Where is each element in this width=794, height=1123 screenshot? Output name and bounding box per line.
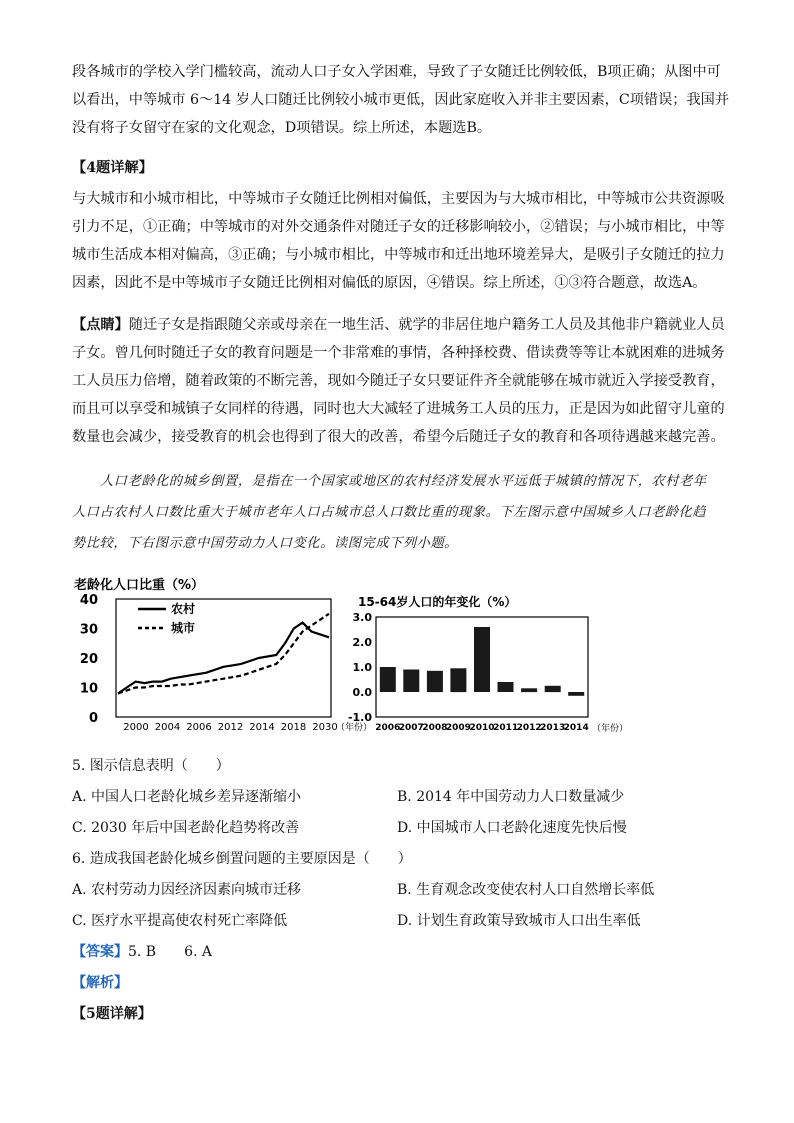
text-line [72,311,725,339]
intro-line: 势比较，下右图示意中国劳动力人口变化。读图完成下列小题。 [72,536,459,551]
x-tick-label: 2004 [154,722,181,733]
text-line: 与大城市和小城市相比，中等城市子女随迁比例相对偏低，主要因为与大城市相比，中等城市公共资源吸 [72,191,725,207]
x-tick-label: 2014 [249,722,275,733]
bar-2010 [474,627,490,692]
q5-option-a[interactable]: A. 中国人口老龄化城乡差异逐渐缩小 [72,789,302,805]
text-line: 没有将子女留守在家的文化观念，D项错误。综上所述，本题选B。 [72,120,492,136]
q6-option-d[interactable]: D. 计划生育政策导致城市人口出生率低 [397,913,641,929]
text-line: 而且可以享受和城镇子女同样的待遇，同时也大大减轻了进城务工人员的压力，正是因为如此留守儿童的 [72,401,725,417]
q6-option-a[interactable]: A. 农村劳动力因经济因素向城市迁移 [72,882,302,898]
x-tick-label: 2008 [422,723,448,733]
x-tick-label: 2018 [280,722,307,733]
answer-text: 5. B 6. A [128,944,213,960]
x-tick-label: 2006 [375,723,401,733]
x-tick-label: 2006 [186,722,212,733]
y-tick-label: 10 [79,681,98,697]
text-line: 因素，因此不是中等城市子女随迁比例相对偏低的原因，④错误。综上所述，①③符合题意，故选A。 [72,275,707,291]
text-line: 工人员压力倍增，随着政策的不断完善，现如今随迁子女只要证件齐全就能够在城市就近入学接受教育， [72,373,725,389]
text-line: 以看出，中等城市 6～14 岁人口随迁比例较小城市更低，因此家庭收入并非主要因素，C项错误；我国并 [72,92,730,108]
q5-option-b[interactable]: B. 2014 年中国劳动力人口数量减少 [397,789,625,805]
analysis-label: 【解析】 [72,975,128,991]
text-line: 数量也会减少，接受教育的机会也得到了很大的改善，希望今后随迁子女的教育和各项待遇越来越完善。 [72,429,725,445]
paragraph-dianjing [72,311,725,451]
analysis-heading [72,972,128,992]
chart-title: 15-64岁人口的年变化（%） [358,595,517,609]
aging-ratio-line-chart [70,572,373,737]
intro-line: 人口老龄化的城乡倒置，是指在一个国家或地区的农村经济发展水平远低于城镇的情况下，农村老年 [100,474,707,489]
rural-aging-series-line [118,623,329,694]
x-unit-label: （年份） [336,723,373,733]
text-line: 段各城市的学校入学门槛较高，流动人口子女入学困难，导致了子女随迁比例较低，B项正确；从图中可 [72,64,721,80]
x-tick-label: 2010 [469,723,495,733]
answer-label: 【答案】 [72,944,128,960]
question-5-stem: 5. 图示信息表明（ ） [72,758,230,774]
paragraph-q4-explanation [72,185,725,297]
x-tick-label: 2013 [540,723,566,733]
dianjing-first-line: 随迁子女是指跟随父亲或母亲在一地生活、就学的非居住地户籍务工人员及其他非户籍就业人员 [128,317,725,333]
y-tick-label: 20 [79,652,98,667]
bar-2012 [521,688,537,692]
x-tick-label: 2011 [493,723,519,733]
q5-option-c[interactable]: C. 2030 年后中国老龄化趋势将改善 [72,820,300,836]
y-tick-label: 40 [79,593,98,608]
chart-title: 老龄化人口比重（%） [74,578,205,593]
plot-frame [116,599,331,717]
x-tick-label: 2009 [445,723,471,733]
y-tick-label: 0.0 [352,686,372,699]
bar-2006 [380,667,396,692]
bar-2007 [403,670,419,693]
question-6-stem: 6. 造成我国老龄化城乡倒置问题的主要原因是（ ） [72,851,412,867]
bar-2013 [545,686,561,692]
dianjing-label: 【点睛】 [72,317,129,333]
bar-2011 [498,682,514,692]
x-tick-label: 2012 [516,723,542,733]
legend-urban-label: 城市 [171,621,196,635]
y-tick-label: -1.0 [347,711,372,724]
y-tick-label: 1.0 [352,661,372,674]
y-tick-label: 30 [79,622,98,638]
q6-option-c[interactable]: C. 医疗水平提高使农村死亡率降低 [72,913,288,929]
x-tick-label: 2014 [563,723,589,733]
x-tick-label: 2030 [312,722,338,733]
paragraph-q3-explanation [72,58,730,142]
q6-option-b[interactable]: B. 生育观念改变使农村人口自然增长率低 [397,882,655,898]
y-tick-label: 2.0 [352,636,372,649]
heading-q5-detail: 【5题详解】 [72,1006,152,1022]
answer-line [72,941,212,961]
y-tick-label: 3.0 [352,611,372,624]
legend [138,601,195,635]
y-tick-label: 0 [88,711,98,726]
legend-rural-label: 农村 [171,602,196,616]
x-tick-label: 2000 [123,722,149,733]
q5-option-d[interactable]: D. 中国城市人口老龄化速度先快后慢 [397,820,627,836]
x-tick-label: 2012 [217,722,244,733]
labor-population-bar-chart [348,590,630,738]
material-intro [72,466,722,559]
text-line: 引力不足，①正确；中等城市的对外交通条件对随迁子女的迁移影响较小，②错误；与小城市相比，中等 [72,219,725,235]
bar-2008 [427,671,443,692]
x-unit-label: （年份） [592,724,629,734]
bar-2014 [568,692,584,696]
text-line: 子女。曾几何时随迁子女的教育问题是一个非常难的事情，各种择校费、借读费等等让本就困难的进城务 [72,345,725,361]
x-tick-label: 2007 [398,723,424,733]
text-line: 城市生活成本相对偏高，③正确；与小城市相比，中等城市和迁出地环境差异大，是吸引子女随迁的拉力 [72,247,725,263]
intro-line: 人口占农村人口数比重大于城市老年人口占城市总人口数比重的现象。下左图示意中国城乡人口老龄化趋 [72,505,707,520]
bar-2009 [450,668,466,692]
heading-q4-detail: 【4题详解】 [72,160,153,176]
